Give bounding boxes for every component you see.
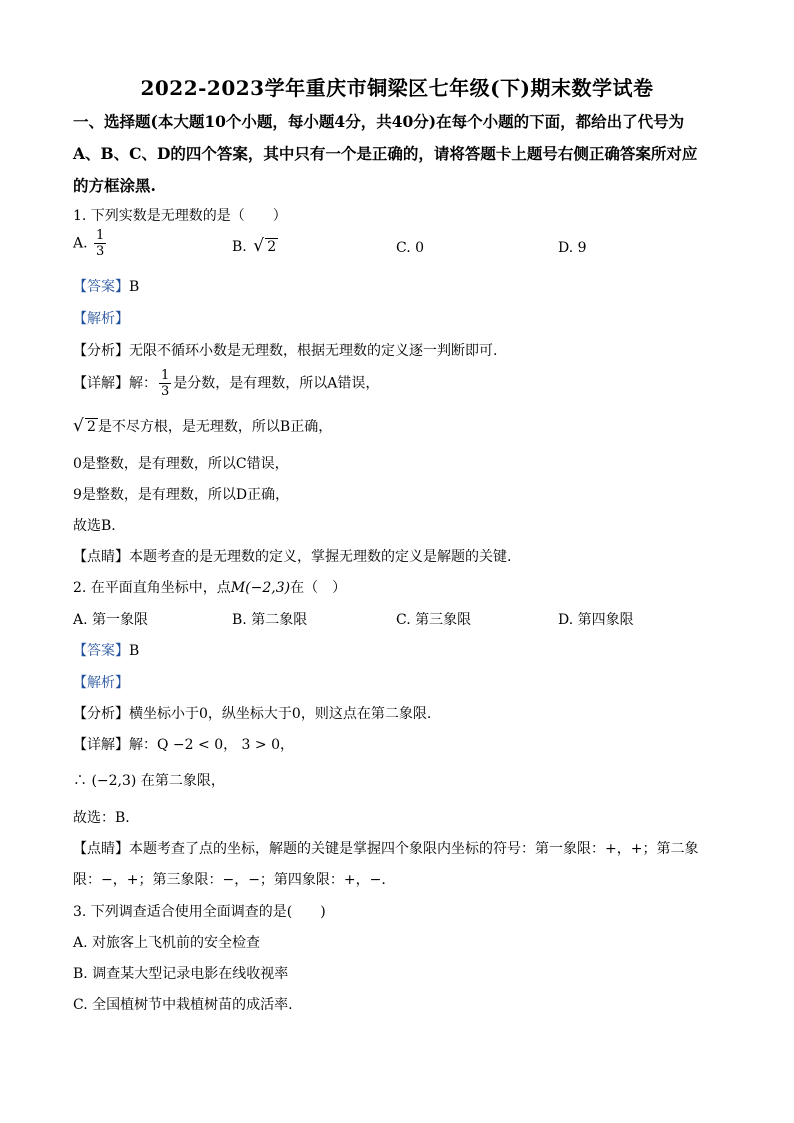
q1-detail-fraction <box>159 368 171 399</box>
q1-option-b-sqrt <box>253 238 278 255</box>
q1-answer-value: B <box>129 279 140 295</box>
analysis-tag: 【解析】 <box>73 675 129 691</box>
q1-detail-sqrt <box>73 418 98 435</box>
fenxi-tag: 【分析】 <box>73 706 129 722</box>
q2-detail-2: ∴ (−2,3) 在第二象限， <box>73 773 225 789</box>
sqrt-sign-icon: √ <box>253 236 265 256</box>
q1-detail-2-text: 是不尽方根，是无理数，所以B正确， <box>97 419 333 435</box>
q2-option-d: D. 第四象限 <box>558 612 634 628</box>
section-heading-line-3: 的方框涂黑. <box>73 176 156 195</box>
fenxi-tag: 【分析】 <box>73 343 129 359</box>
q1-option-b-label: B. <box>232 239 247 255</box>
q1-conclusion: 故选B. <box>73 518 116 534</box>
q1-option-c: C. 0 <box>396 240 425 256</box>
q2-point: M(−2,3) <box>230 580 291 596</box>
section-heading-line-1: 一、选择题(本大题10个小题，每小题4分，共40分)在每个小题的下面，都给出了代号为 <box>73 112 685 131</box>
answer-tag: 【答案】 <box>73 643 129 659</box>
q1-fenxi <box>73 340 497 360</box>
q2-option-b: B. 第二象限 <box>232 612 308 628</box>
q3-option-b: B. 调查某大型记录电影在线收视率 <box>73 966 289 982</box>
q1-option-a <box>73 228 108 259</box>
q1-detail-3: 0是整数，是有理数，所以C错误， <box>73 456 289 472</box>
q1-detail-prefix: 解： <box>129 375 157 392</box>
q2-conclusion: 故选：B. <box>73 810 130 826</box>
q1-detail-4: 9是整数，是有理数，所以D正确， <box>73 487 290 503</box>
q1-option-a-numerator: 1 <box>96 228 105 243</box>
section-heading-line-2: A、B、C、D的四个答案，其中只有一个是正确的，请将答题卡上题号右侧正确答案所对应 <box>73 144 698 163</box>
q1-detail-radicand: 2 <box>87 419 96 435</box>
xiangjie-tag: 【详解】 <box>73 375 129 392</box>
q2-fenxi <box>73 703 431 723</box>
q2-option-c: C. 第三象限 <box>396 612 472 628</box>
q3-option-c: C. 全国植树节中栽植树苗的成活率. <box>73 997 293 1013</box>
q2-stem-pre: 2. 在平面直角坐标中，点 <box>73 580 231 596</box>
q2-analysis <box>73 672 129 692</box>
q2-dianjing-2: 限：−，+；第三象限：−，−；第四象限：+，−. <box>73 872 386 888</box>
q1-fenxi-text: 无限不循环小数是无理数，根据无理数的定义逐一判断即可. <box>129 343 498 359</box>
q1-option-a-denominator: 3 <box>96 244 105 259</box>
xiangjie-tag: 【详解】 <box>73 737 129 753</box>
q1-answer <box>73 276 139 296</box>
q1-detail-2 <box>73 416 332 436</box>
q1-option-a-fraction <box>94 228 106 259</box>
q1-detail-1 <box>73 368 379 399</box>
dianjing-tag: 【点睛】 <box>73 549 129 565</box>
q1-detail-denominator: 3 <box>161 384 170 399</box>
q1-option-b-radicand: 2 <box>267 239 277 255</box>
q2-stem <box>73 577 346 597</box>
q1-detail-numerator: 1 <box>161 368 170 383</box>
q2-option-a: A. 第一象限 <box>73 612 149 628</box>
answer-tag: 【答案】 <box>73 279 129 295</box>
q3-stem: 3. 下列调查适合使用全面调查的是( ) <box>73 904 326 920</box>
q2-answer <box>73 640 139 660</box>
sqrt-sign-icon: √ <box>73 416 84 436</box>
q2-detail <box>73 734 294 754</box>
analysis-tag: 【解析】 <box>73 311 129 327</box>
q2-answer-value: B <box>129 643 140 659</box>
q1-option-d: D. 9 <box>558 240 587 256</box>
q3-option-a: A. 对旅客上飞机前的安全检查 <box>73 935 261 951</box>
q1-option-b <box>232 238 278 255</box>
q2-dianjing-1 <box>73 838 698 858</box>
q1-analysis <box>73 308 129 328</box>
q2-stem-post: 在（ ） <box>290 580 347 596</box>
dianjing-tag: 【点睛】 <box>73 841 129 857</box>
q2-dianjing-text-1: 本题考查了点的坐标，解题的关键是掌握四个象限内坐标的符号：第一象限：+，+；第二象 <box>129 841 699 857</box>
page-title: 2022-2023学年重庆市铜梁区七年级(下)期末数学试卷 <box>140 76 654 100</box>
q1-stem: 1. 下列实数是无理数的是（ ） <box>73 208 287 224</box>
q1-option-a-label: A. <box>73 235 88 252</box>
q1-dianjing <box>73 546 511 566</box>
q2-detail-text: 解：Q −2 < 0， 3 > 0， <box>129 737 294 753</box>
q1-dianjing-text: 本题考查的是无理数的定义，掌握无理数的定义是解题的关键. <box>129 549 512 565</box>
q2-fenxi-text: 横坐标小于0，纵坐标大于0，则这点在第二象限. <box>129 706 432 722</box>
q1-detail-1-text: 是分数，是有理数，所以A错误， <box>173 375 380 392</box>
